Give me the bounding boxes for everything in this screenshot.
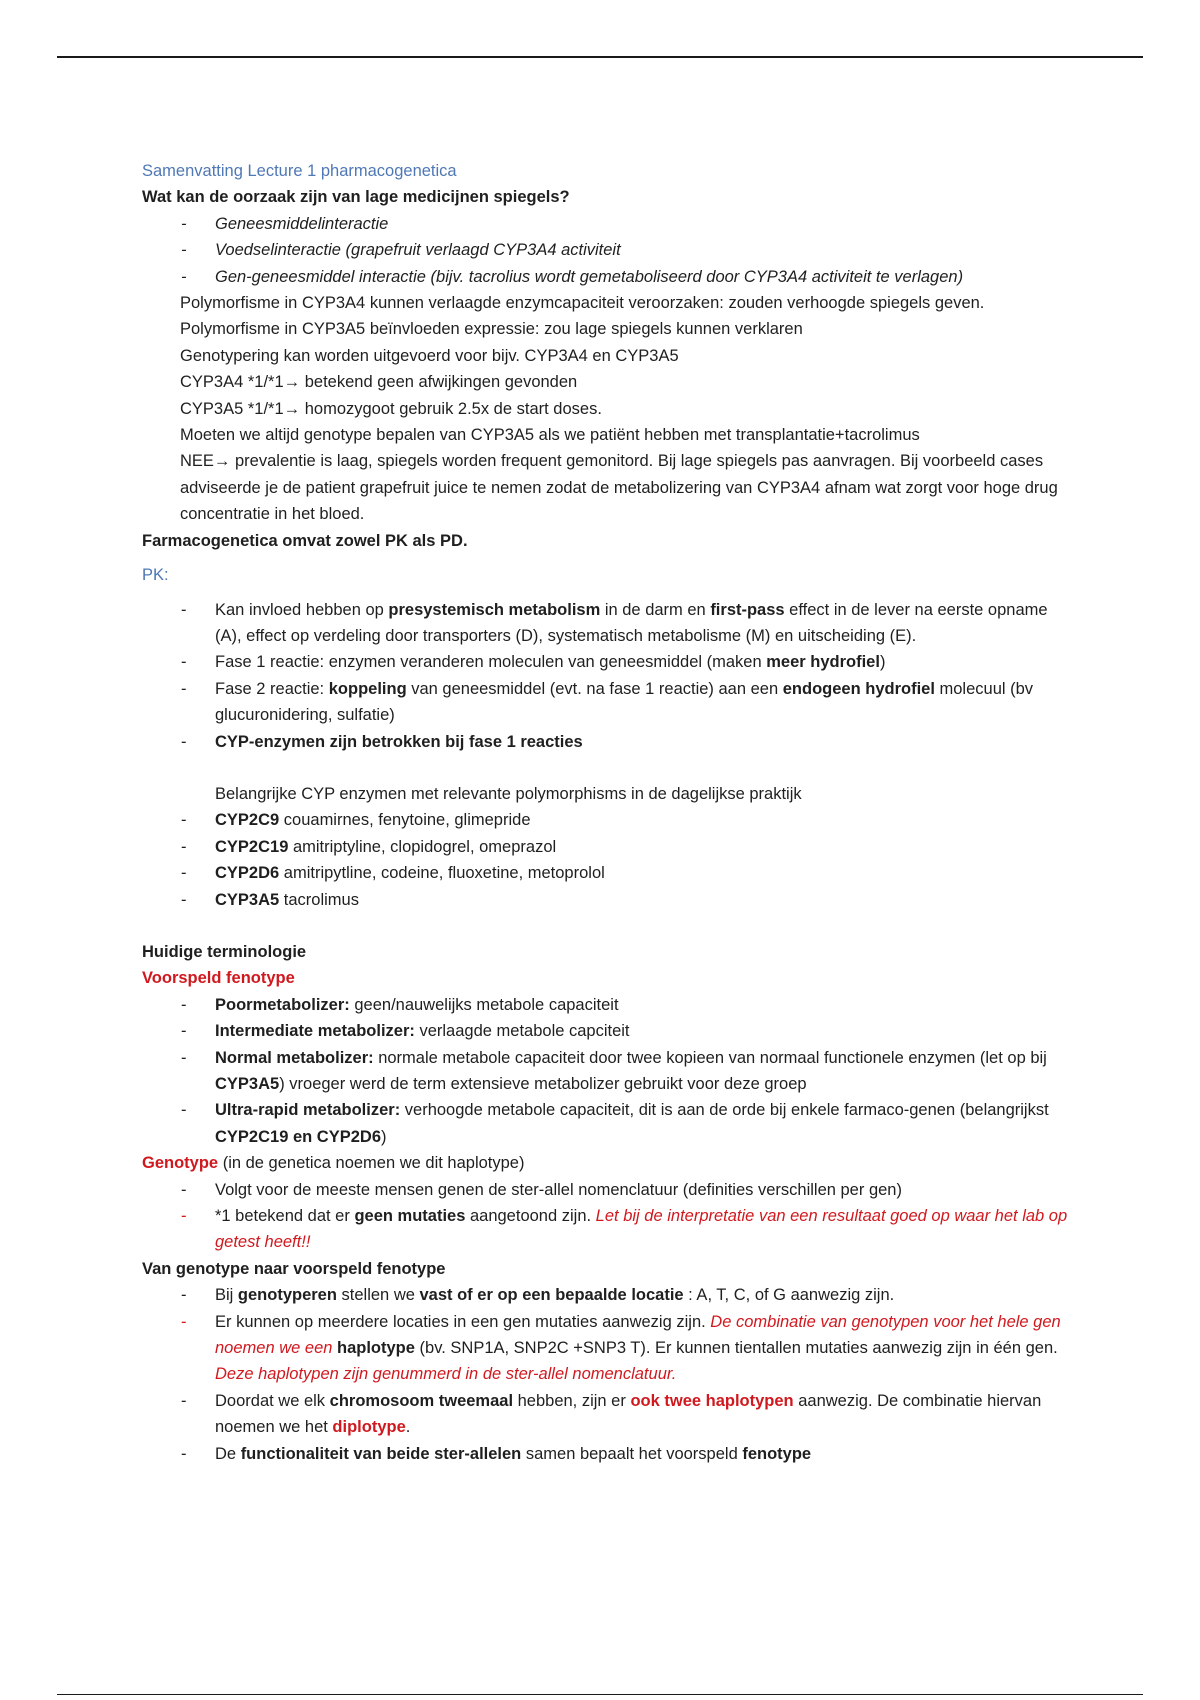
g2p-item: - Doordat we elk chromosoom tweemaal hebben, zijn er ook twee haplotypen aanwezig. De combinatie hiervan noemen we het diplotype. <box>181 1391 1042 1437</box>
cause-item: - Gen-geneesmiddel interactie (bijv. tacrolius wordt gemetaboliseerd door CYP3A4 activiteit te verlagen) <box>181 267 964 286</box>
cyp-item: - CYP2C9 couamirnes, fenytoine, glimepride <box>181 811 531 830</box>
note-paragraph: Polymorfisme in CYP3A5 beïnvloeden expressie: zou lage spiegels kunnen verklaren <box>180 320 803 339</box>
note-paragraph: NEE→ prevalentie is laag, spiegels worden frequent gemonitord. Bij lage spiegels pas aanvragen. Bij voorbeeld cases adviseerde je de patient grapefruit juice te nemen zodat de metabolizering van CYP3A4 afnam wat zorgt voor hoge drug concentratie in het bloed. <box>180 452 1058 524</box>
note-paragraph: CYP3A4 *1/*1→ betekend geen afwijkingen gevonden <box>180 373 578 392</box>
pk-bullet: - CYP-enzymen zijn betrokken bij fase 1 reacties <box>181 732 583 751</box>
footer-rule <box>57 1694 1143 1695</box>
genotype-heading: Genotype (in de genetica noemen we dit haplotype) <box>142 1154 525 1173</box>
metabolizer-item: - Ultra-rapid metabolizer: verhoogde metabole capaciteit, dit is aan de orde bij enkele farmaco-genen (belangrijkst CYP2C19 en CYP2D6) <box>181 1101 1049 1146</box>
pk-bullet: - Fase 2 reactie: koppeling van geneesmiddel (evt. na fase 1 reactie) aan een endogeen hydrofiel molecuul (bv glucuronidering, sulfatie) <box>181 679 1034 725</box>
terminology-heading: Huidige terminologie <box>142 942 307 961</box>
g2p-item: - Bij genotyperen stellen we vast of er op een bepaalde locatie : A, T, C, of G aanwezig zijn. <box>181 1286 895 1305</box>
cyp-intro: Belangrijke CYP enzymen met relevante polymorphisms in de dagelijkse praktijk <box>215 784 802 803</box>
pkpd-heading: Farmacogenetica omvat zowel PK als PD. <box>142 531 468 550</box>
genotype-item: - Volgt voor de meeste mensen genen de ster-allel nomenclatuur (definities verschillen per gen) <box>181 1180 902 1199</box>
genotype-to-phenotype-heading: Van genotype naar voorspeld fenotype <box>142 1259 446 1278</box>
pk-bullet: - Fase 1 reactie: enzymen veranderen moleculen van geneesmiddel (maken meer hydrofiel) <box>181 653 886 672</box>
g2p-item: - De functionaliteit van beide ster-allelen samen bepaalt het voorspeld fenotype <box>181 1444 812 1463</box>
cyp-item: - CYP2C19 amitriptyline, clopidogrel, omeprazol <box>181 837 557 856</box>
cyp-item: - CYP3A5 tacrolimus <box>181 890 359 909</box>
note-paragraph: Genotypering kan worden uitgevoerd voor bijv. CYP3A4 en CYP3A5 <box>180 346 679 365</box>
document-body <box>142 158 1072 1467</box>
note-paragraph: Polymorfisme in CYP3A4 kunnen verlaagde enzymcapaciteit veroorzaken: zouden verhoogde spiegels geven. <box>180 294 985 313</box>
header-rule <box>57 56 1143 58</box>
metabolizer-item: - Poormetabolizer: geen/nauwelijks metabole capaciteit <box>181 995 619 1014</box>
note-paragraph: CYP3A5 *1/*1→ homozygoot gebruik 2.5x de start doses. <box>180 399 602 418</box>
question-heading: Wat kan de oorzaak zijn van lage medicijnen spiegels? <box>142 188 570 207</box>
phenotype-heading: Voorspeld fenotype <box>142 969 295 988</box>
cause-item: - Voedselinteractie (grapefruit verlaagd CYP3A4 activiteit <box>181 241 621 260</box>
metabolizer-item: - Intermediate metabolizer: verlaagde metabole capciteit <box>181 1022 630 1041</box>
g2p-item: - Er kunnen op meerdere locaties in een gen mutaties aanwezig zijn. De combinatie van genotypen voor het hele gen noemen we een haplotype (bv. SNP1A, SNP2C +SNP3 T). Er kunnen tientallen mutaties aanwezig zijn in één gen. Deze haplotypen zijn genummerd in de ster-allel nomenclatuur. <box>181 1312 1061 1384</box>
note-paragraph: Moeten we altijd genotype bepalen van CYP3A5 als we patiënt hebben met transplantatie+tacrolimus <box>180 426 920 445</box>
cause-item: - Geneesmiddelinteractie <box>181 214 389 233</box>
genotype-item: - *1 betekend dat er geen mutaties aangetoond zijn. Let bij de interpretatie van een resultaat goed op waar het lab op getest heeft!! <box>181 1207 1068 1252</box>
pk-bullet: - Kan invloed hebben op presystemisch metabolism in de darm en first-pass effect in de lever na eerste opname (A), effect op verdeling door transporters (D), systematisch metabolisme (M) en uitscheiding (E). <box>181 600 1048 645</box>
cyp-item: - CYP2D6 amitripytline, codeine, fluoxetine, metoprolol <box>181 864 605 883</box>
metabolizer-item: - Normal metabolizer: normale metabole capaciteit door twee kopieen van normaal functionele enzymen (let op bij CYP3A5) vroeger werd de term extensieve metabolizer gebruikt voor deze groep <box>181 1048 1047 1093</box>
document-title: Samenvatting Lecture 1 pharmacogenetica <box>142 162 457 180</box>
pk-label: PK: <box>142 566 169 585</box>
